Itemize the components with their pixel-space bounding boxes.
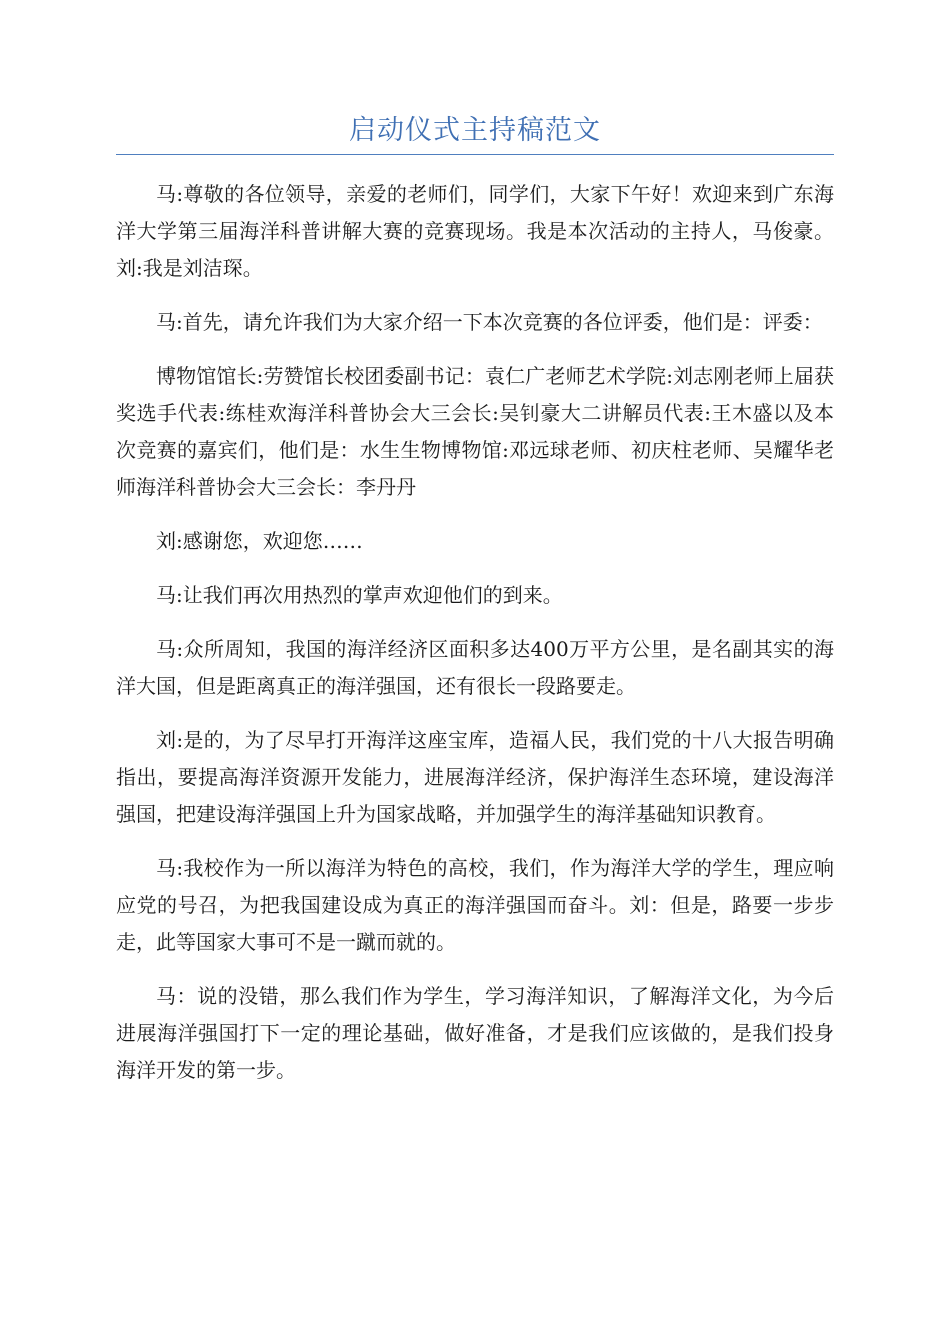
paragraph: 博物馆馆长:劳赞馆长校团委副书记：袁仁广老师艺术学院:刘志刚老师上届获奖选手代表:练桂欢海洋科普协会大三会长:吴钊豪大二讲解员代表:王木盛以及本次竞赛的嘉宾们，他们是：水生生物博物馆:邓远球老师、初庆柱老师、吴耀华老师海洋科普协会大三会长：李丹丹 — [116, 364, 834, 499]
document-body — [116, 176, 834, 1106]
paragraph: 刘:感谢您，欢迎您…… — [156, 529, 363, 553]
paragraph: 马:尊敬的各位领导，亲爱的老师们，同学们，大家下午好！欢迎来到广东海洋大学第三届海洋科普讲解大赛的竞赛现场。我是本次活动的主持人，马俊豪。刘:我是刘洁琛。 — [116, 182, 834, 280]
paragraph: 马:首先，请允许我们为大家介绍一下本次竞赛的各位评委，他们是：评委： — [156, 310, 823, 334]
paragraph: 刘:是的，为了尽早打开海洋这座宝库，造福人民，我们党的十八大报告明确指出，要提高海洋资源开发能力，进展海洋经济，保护海洋生态环境，建设海洋强国，把建设海洋强国上升为国家战略，并加强学生的海洋基础知识教育。 — [116, 728, 834, 826]
paragraph: 马：说的没错，那么我们作为学生，学习海洋知识，了解海洋文化，为今后进展海洋强国打下一定的理论基础，做好准备，才是我们应该做的，是我们投身海洋开发的第一步。 — [116, 984, 834, 1082]
paragraph: 马:我校作为一所以海洋为特色的高校，我们，作为海洋大学的学生，理应响应党的号召，为把我国建设成为真正的海洋强国而奋斗。刘：但是，路要一步步走，此等国家大事可不是一蹴而就的。 — [116, 856, 834, 954]
title-underline — [116, 154, 834, 155]
document-title: 启动仪式主持稿范文 — [349, 115, 601, 146]
paragraph: 马:众所周知，我国的海洋经济区面积多达400万平方公里，是名副其实的海洋大国，但是距离真正的海洋强国，还有很长一段路要走。 — [116, 637, 834, 698]
paragraph: 马:让我们再次用热烈的掌声欢迎他们的到来。 — [156, 583, 563, 607]
